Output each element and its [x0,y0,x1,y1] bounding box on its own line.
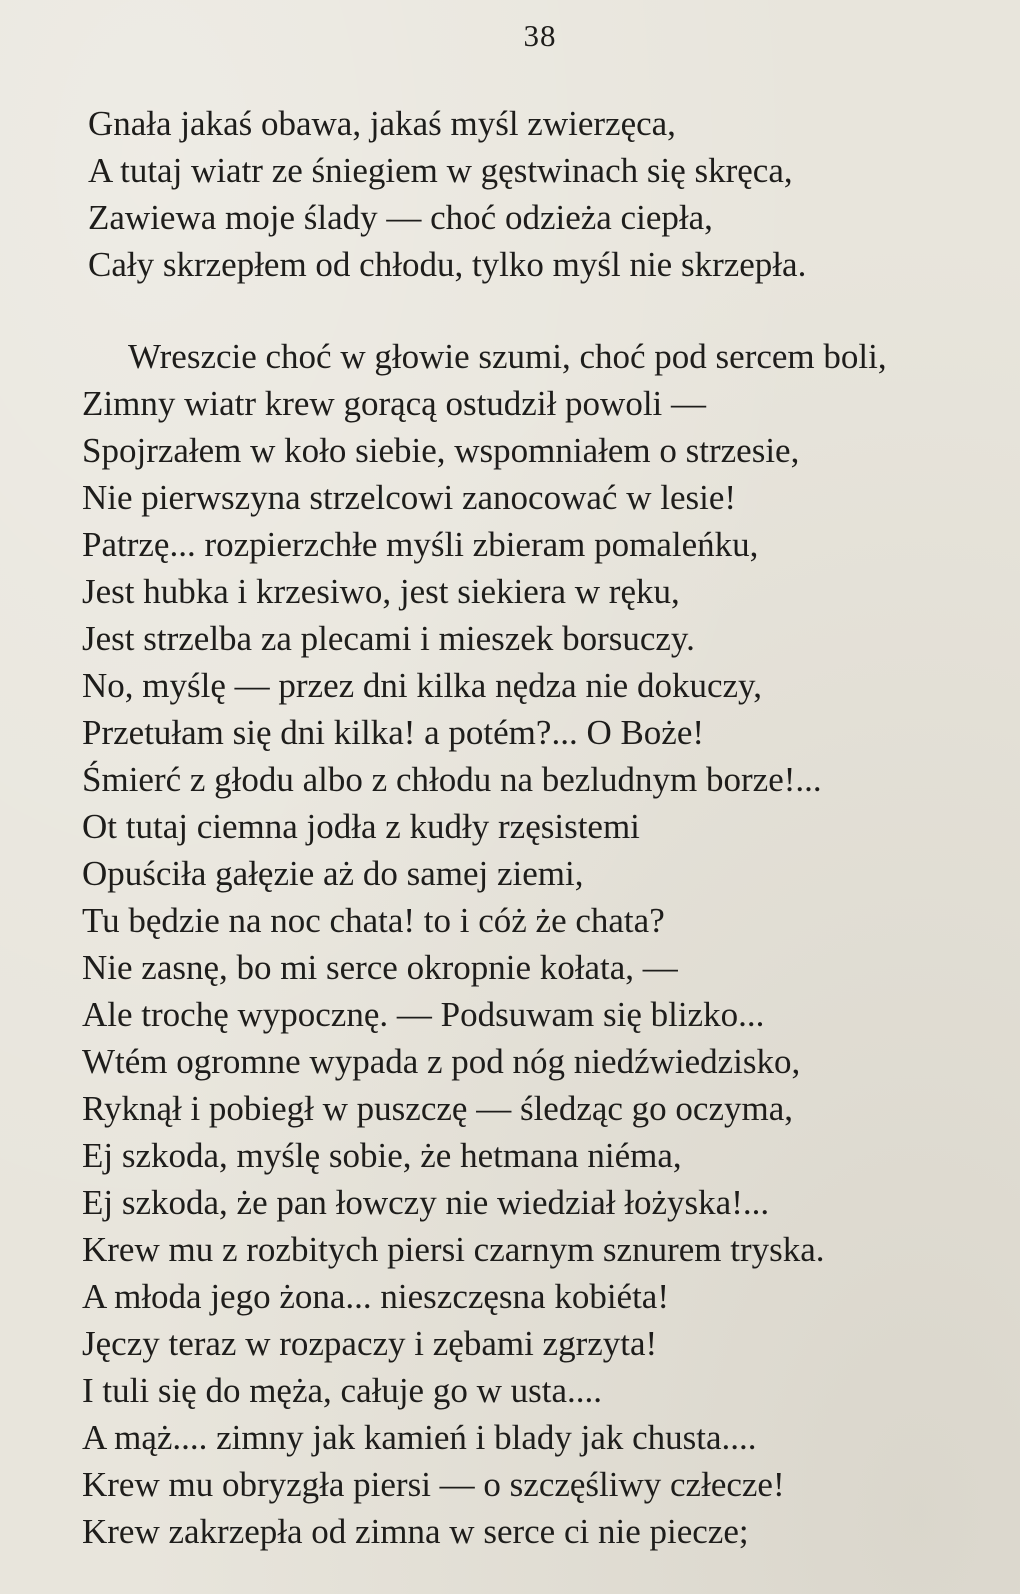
verse-line: Spojrzałem w koło siebie, wspomniałem o strzesie, [82,431,800,470]
verse-line: Jest hubka i krzesiwo, jest siekiera w ręku, [82,572,680,611]
verse-line: Cały skrzepłem od chłodu, tylko myśl nie skrzepła. [88,245,807,284]
verse-line: Nie zasnę, bo mi serce okropnie kołata, — [82,948,678,987]
verse-line: Ot tutaj ciemna jodła z kudły rzęsistemi [82,807,640,846]
verse-line: Jest strzelba za plecami i mieszek borsuczy. [82,619,695,658]
verse-line: Tu będzie na noc chata! to i cóż że chata? [82,901,665,940]
verse-line: Śmierć z głodu albo z chłodu na bezludnym borze!... [82,760,822,799]
verse-line: Krew mu obryzgła piersi — o szczęśliwy człecze! [82,1465,785,1504]
verse-line: Ej szkoda, że pan łowczy nie wiedział łożyska!... [82,1183,770,1222]
verse-line: Zimny wiatr krew gorącą ostudził powoli — [82,384,707,423]
verse-line: Patrzę... rozpierzchłe myśli zbieram pomaleńku, [82,525,759,564]
verse-line: Opuściła gałęzie aż do samej ziemi, [82,854,584,893]
verse-line: Wtém ogromne wypada z pod nóg niedźwiedzisko, [82,1042,801,1081]
verse-line: Nie pierwszyna strzelcowi zanocować w lesie! [82,478,737,517]
verse-line: Ej szkoda, myślę sobie, że hetmana niéma, [82,1136,682,1175]
verse-line: A mąż.... zimny jak kamień i blady jak chusta.... [82,1418,757,1457]
verse-line: Przetułam się dni kilka! a potém?... O Boże! [82,713,705,752]
verse-line: A tutaj wiatr ze śniegiem w gęstwinach się skręca, [88,151,793,190]
verse-line: Krew mu z rozbitych piersi czarnym sznurem tryska. [82,1230,825,1269]
verse-line: Ale trochę wypocznę. — Podsuwam się blizko... [82,995,765,1034]
page-number: 38 [523,18,557,53]
verse-line: Wreszcie choć w głowie szumi, choć pod sercem boli, [128,337,887,376]
stanza-2 [0,333,1020,1555]
stanza-1 [0,100,1020,288]
verse-line: Zawiewa moje ślady — choć odzieża ciepła, [88,198,713,237]
verse-line: Gnała jakaś obawa, jakaś myśl zwierzęca, [88,104,676,143]
verse-line: I tuli się do męża, całuje go w usta.... [82,1371,602,1410]
verse-line: No, myślę — przez dni kilka nędza nie dokuczy, [82,666,763,705]
verse-line: Krew zakrzepła od zimna w serce ci nie piecze; [82,1512,749,1551]
verse-line: Ryknął i pobiegł w puszczę — śledząc go oczyma, [82,1089,794,1128]
verse-line: Jęczy teraz w rozpaczy i zębami zgrzyta! [82,1324,658,1363]
verse-line: A młoda jego żona... nieszczęsna kobiéta! [82,1277,670,1316]
